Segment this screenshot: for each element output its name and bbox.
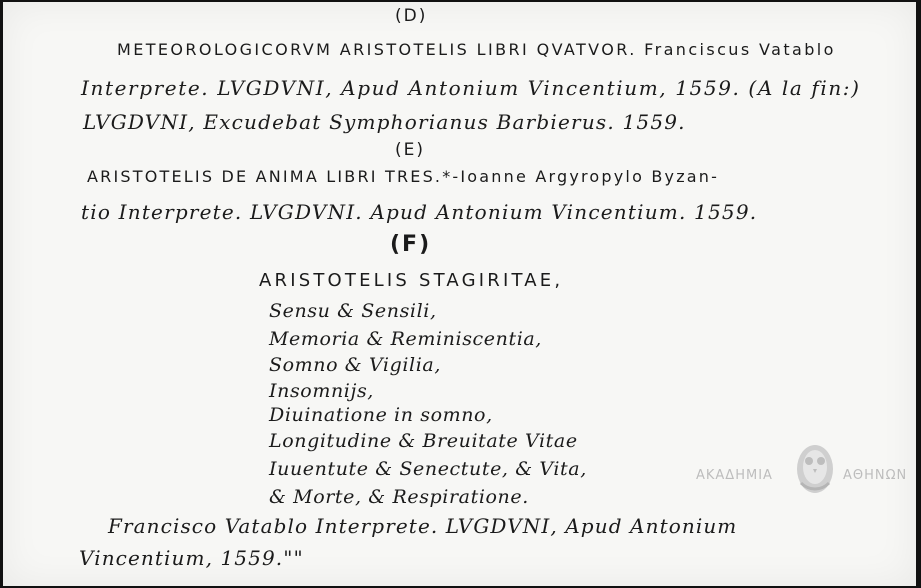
text-line-16: Vincentium, 1559."" xyxy=(79,546,304,570)
text-line-14: & Morte, & Respiratione. xyxy=(269,486,529,508)
text-line-1: METEOROLOGICORVM ARISTOTELIS LIBRI QVATVOR. Franciscus Vatablo xyxy=(117,40,836,59)
label-e: (E) xyxy=(395,140,426,160)
watermark-right-text: ΑΘΗΝΩΝ xyxy=(843,468,908,483)
text-line-10: Insomnijs, xyxy=(269,380,374,402)
watermark-left-text: ΑΚΑΔΗΜΙΑ xyxy=(696,468,773,483)
text-line-11: Diuinatione in somno, xyxy=(269,404,493,426)
label-d: (D) xyxy=(395,6,428,26)
text-line-9: Somno & Vigilia, xyxy=(269,354,441,376)
label-f: (F) xyxy=(390,232,432,257)
text-line-3: LVGDVNI, Excudebat Symphorianus Barbierus. 1559. xyxy=(83,110,686,134)
catalog-card xyxy=(3,2,916,586)
text-line-15: Francisco Vatablo Interprete. LVGDVNI, Apud Antonium xyxy=(108,514,738,538)
text-line-5: tio Interprete. LVGDVNI. Apud Antonium Vincentium. 1559. xyxy=(81,200,758,224)
text-line-12: Longitudine & Breuitate Vitae xyxy=(269,430,578,452)
text-line-13: Iuuentute & Senectute, & Vita, xyxy=(269,458,587,480)
academy-watermark xyxy=(693,434,913,514)
text-line-4: ARISTOTELIS DE ANIMA LIBRI TRES.*-Ioanne Argyropylo Byzan- xyxy=(87,167,720,186)
text-line-7: Sensu & Sensili, xyxy=(269,300,437,322)
text-line-6: ARISTOTELIS STAGIRITAE, xyxy=(259,270,564,291)
owl-seal-icon xyxy=(791,439,839,499)
text-line-8: Memoria & Reminiscentia, xyxy=(269,328,542,350)
text-line-2: Interprete. LVGDVNI, Apud Antonium Vincentium, 1559. (A la fin:) xyxy=(81,76,861,100)
